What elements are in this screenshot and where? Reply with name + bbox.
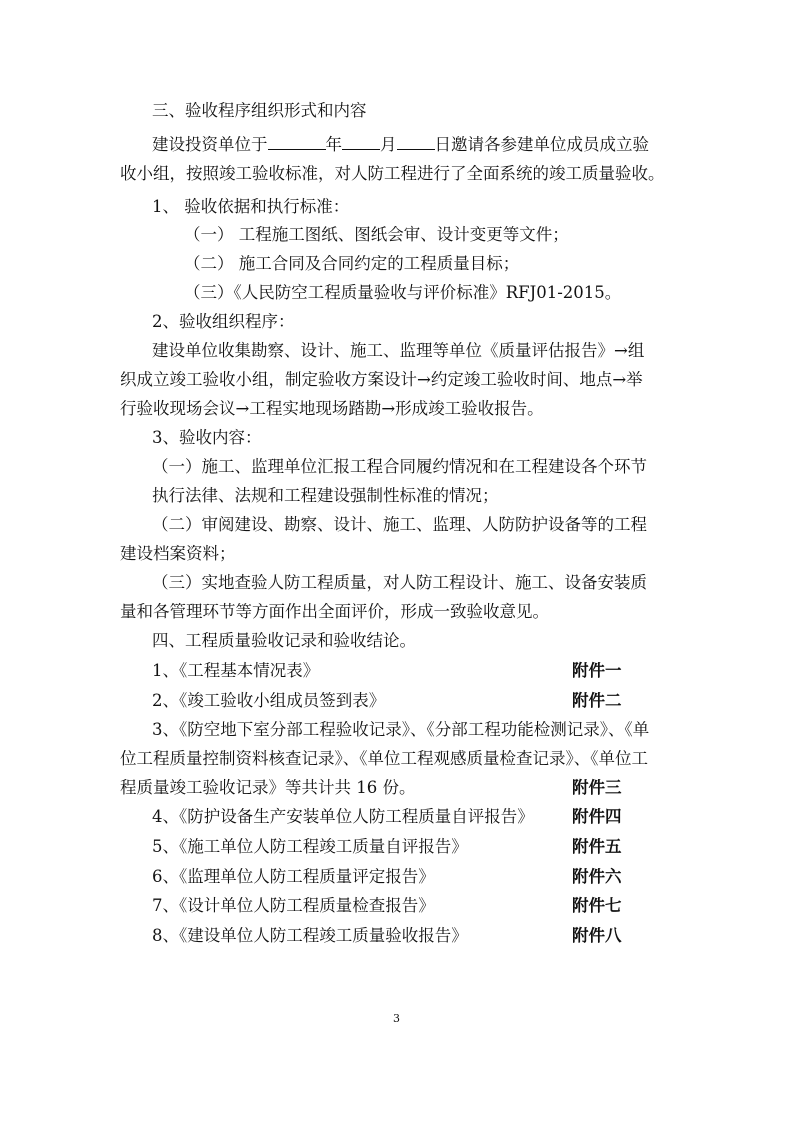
intro-text-start: 建设投资单位于 [152, 135, 268, 154]
attachment-label-5: 附件五 [572, 837, 622, 856]
procedure-line-1: 建设单位收集勘察、设计、施工、监理等单位《质量评估报告》→组 [152, 341, 645, 360]
record-item-3-line-3: 程质量竣工验收记录》等共计共 16 份。 [120, 778, 416, 797]
record-item-4: 4、《防护设备生产安装单位人防工程质量自评报告》 [152, 807, 534, 826]
section4-heading: 四、工程质量验收记录和验收结论。 [152, 631, 416, 650]
record-item-3-line-2: 位工程质量控制资料核查记录》、《单位工程观感质量检查记录》、《单位工 [120, 749, 648, 768]
content-line-2: 执行法律、法规和工程建设强制性标准的情况； [152, 486, 499, 505]
content-line-3: （二）审阅建设、勘察、设计、施工、监理、人防防护设备等的工程 [152, 515, 647, 534]
record-item-1: 1、《工程基本情况表》 [152, 661, 320, 680]
basis-item-1: （一） 工程施工图纸、图纸会审、设计变更等文件； [184, 225, 569, 244]
content-line-4: 建设档案资料； [120, 544, 236, 563]
attachment-label-1: 附件一 [572, 661, 622, 680]
month-label: 月 [380, 135, 397, 154]
content-line-1: （一）施工、监理单位汇报工程合同履约情况和在工程建设各个环节 [152, 457, 647, 476]
section3-heading: 三、验收程序组织形式和内容 [152, 101, 367, 120]
intro-text-end: 日邀请各参建单位成员成立验 [434, 135, 649, 154]
attachment-label-2: 附件二 [572, 691, 622, 710]
content-line-6: 量和各管理环节等方面作出全面评价，形成一致验收意见。 [120, 602, 549, 621]
procedure-line-3: 行验收现场会议→工程实地现场踏勘→形成竣工验收报告。 [120, 399, 544, 418]
attachment-label-6: 附件六 [572, 867, 622, 886]
month-blank [342, 133, 380, 150]
record-item-3-line-1: 3、《防空地下室分部工程验收记录》、《分部工程功能检测记录》、《单 [152, 720, 650, 739]
content-line-5: （三）实地查验人防工程质量，对人防工程设计、施工、设备安装质 [152, 573, 647, 592]
basis-item-3: （三）《人民防空工程质量验收与评价标准》RFJ01-2015。 [184, 283, 622, 302]
attachment-label-3: 附件三 [572, 778, 622, 797]
record-item-7: 7、《设计单位人防工程质量检查报告》 [152, 896, 435, 915]
page-number: 3 [393, 1012, 400, 1025]
record-item-6: 6、《监理单位人防工程质量评定报告》 [152, 867, 435, 886]
intro-line-1 [152, 133, 649, 156]
procedure-heading: 2、验收组织程序： [152, 312, 295, 331]
year-blank [268, 133, 326, 150]
record-item-2: 2、《竣工验收小组成员签到表》 [152, 691, 386, 710]
record-item-5: 5、《施工单位人防工程竣工质量自评报告》 [152, 837, 468, 856]
attachment-label-8: 附件八 [572, 926, 622, 945]
basis-item-2: （二） 施工合同及合同约定的工程质量目标； [184, 254, 520, 273]
attachment-label-7: 附件七 [572, 896, 622, 915]
content-heading: 3、验收内容： [152, 428, 262, 447]
year-label: 年 [325, 135, 342, 154]
record-item-8: 8、《建设单位人防工程竣工质量验收报告》 [152, 926, 468, 945]
procedure-line-2: 织成立竣工验收小组，制定验收方案设计→约定竣工验收时间、地点→举 [120, 370, 643, 389]
day-blank [397, 133, 435, 150]
intro-line-2: 收小组，按照竣工验收标准，对人防工程进行了全面系统的竣工质量验收。 [120, 164, 665, 183]
basis-heading: 1、 验收依据和执行标准： [152, 197, 350, 216]
attachment-label-4: 附件四 [572, 807, 622, 826]
